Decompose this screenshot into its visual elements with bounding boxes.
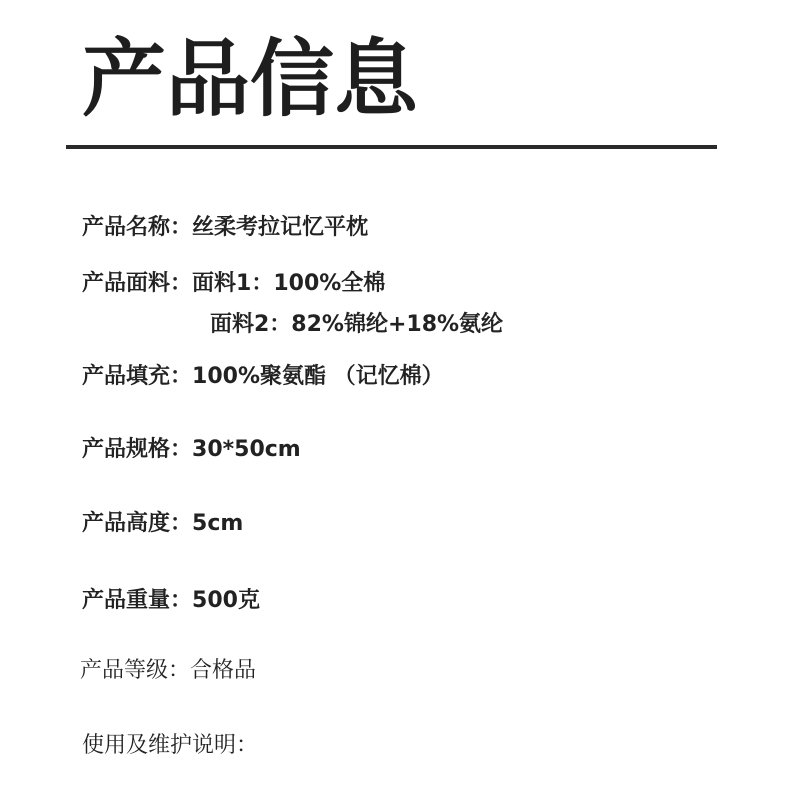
row-value: 30*50cm xyxy=(192,437,301,462)
info-row-weight xyxy=(82,586,260,616)
row-label: 使用及维护说明： xyxy=(82,733,259,758)
row-label: 产品填充： xyxy=(82,364,193,389)
row-value: 合格品 xyxy=(190,658,257,683)
info-row-name xyxy=(82,213,368,243)
title-divider xyxy=(66,145,717,149)
info-row-height xyxy=(82,509,243,539)
info-row-grade xyxy=(80,656,256,686)
care-instructions-heading xyxy=(82,731,258,761)
info-row-filling xyxy=(82,362,444,392)
info-row-size xyxy=(82,435,301,465)
row-label: 产品等级： xyxy=(80,658,191,683)
row-value: 5cm xyxy=(192,511,244,536)
row-value: 丝柔考拉记忆平枕 xyxy=(192,215,369,240)
row-value: 面料2：82%锦纶+18%氨纶 xyxy=(210,312,504,337)
row-value: 500克 xyxy=(192,588,260,613)
info-row-fabric-continued xyxy=(210,310,503,340)
info-row-fabric xyxy=(82,269,385,299)
row-label: 产品规格： xyxy=(82,437,193,462)
row-label: 产品面料： xyxy=(82,271,193,296)
row-label: 产品名称： xyxy=(82,215,193,240)
row-value: 面料1：100%全棉 xyxy=(192,271,386,296)
row-value: 100%聚氨酯 （记忆棉） xyxy=(192,364,444,389)
row-label: 产品高度： xyxy=(82,511,193,536)
page-title: 产品信息 xyxy=(82,30,419,128)
row-label: 产品重量： xyxy=(82,588,193,613)
